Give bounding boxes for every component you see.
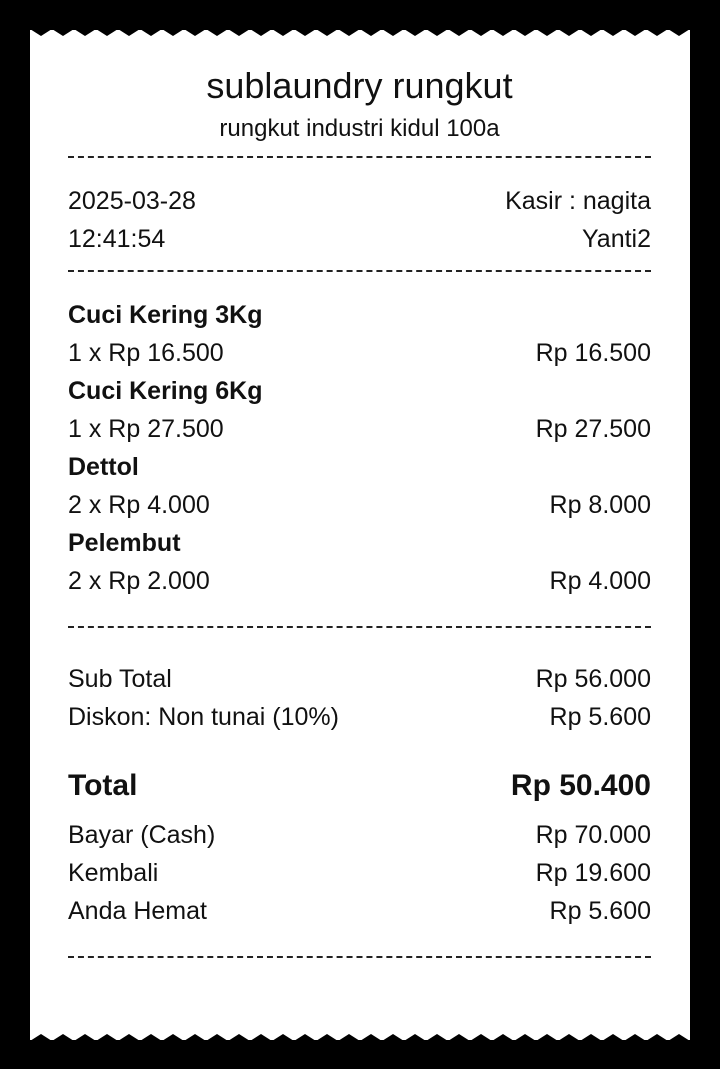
total-value: Rp 50.400 — [510, 769, 651, 802]
receipt-top-edge — [30, 29, 690, 41]
item-qty-price: 1 x Rp 16.500 — [68, 339, 224, 367]
item-line — [68, 410, 651, 448]
payment-label: Bayar (Cash) — [68, 821, 216, 849]
transaction-time: 12:41:54 — [68, 225, 166, 253]
customer-name: Yanti2 — [581, 225, 651, 253]
savings-value: Rp 5.600 — [549, 897, 651, 925]
list-item — [68, 296, 651, 372]
savings-row — [68, 892, 651, 930]
change-label: Kembali — [68, 859, 159, 887]
item-amount: Rp 27.500 — [535, 415, 651, 443]
receipt-paper — [30, 30, 690, 1040]
payment-row — [68, 816, 651, 854]
cashier-name: Kasir : nagita — [505, 187, 651, 215]
meta-row-1 — [68, 182, 651, 220]
item-name: Pelembut — [68, 529, 181, 557]
transaction-meta — [68, 182, 651, 258]
discount-value: Rp 5.600 — [549, 703, 651, 731]
item-amount: Rp 4.000 — [549, 567, 651, 595]
total-label: Total — [68, 769, 138, 802]
change-row — [68, 854, 651, 892]
receipt-bottom-edge — [30, 1029, 690, 1041]
total-row — [68, 766, 651, 806]
change-value: Rp 19.600 — [535, 859, 651, 887]
savings-label: Anda Hemat — [68, 897, 207, 925]
discount-row — [68, 698, 651, 736]
subtotal-value: Rp 56.000 — [535, 665, 651, 693]
item-name: Cuci Kering 3Kg — [68, 301, 263, 329]
receipt-content — [68, 64, 651, 958]
divider — [68, 956, 651, 958]
item-line — [68, 486, 651, 524]
list-item — [68, 448, 651, 524]
transaction-date: 2025-03-28 — [68, 187, 196, 215]
item-list — [68, 296, 651, 600]
totals-section — [68, 766, 651, 930]
summary-section — [68, 660, 651, 736]
payment-value: Rp 70.000 — [535, 821, 651, 849]
item-amount: Rp 16.500 — [535, 339, 651, 367]
item-qty-price: 2 x Rp 2.000 — [68, 567, 210, 595]
item-name: Dettol — [68, 453, 139, 481]
divider — [68, 626, 651, 628]
subtotal-row — [68, 660, 651, 698]
list-item — [68, 372, 651, 448]
shop-name: sublaundry rungkut — [206, 65, 513, 106]
divider — [68, 156, 651, 158]
shop-address: rungkut industri kidul 100a — [219, 115, 500, 142]
item-line — [68, 334, 651, 372]
discount-label: Diskon: Non tunai (10%) — [68, 703, 339, 731]
item-line — [68, 562, 651, 600]
divider — [68, 270, 651, 272]
list-item — [68, 524, 651, 600]
item-qty-price: 2 x Rp 4.000 — [68, 491, 210, 519]
item-name: Cuci Kering 6Kg — [68, 377, 263, 405]
item-amount: Rp 8.000 — [549, 491, 651, 519]
item-qty-price: 1 x Rp 27.500 — [68, 415, 224, 443]
meta-row-2 — [68, 220, 651, 258]
subtotal-label: Sub Total — [68, 665, 172, 693]
